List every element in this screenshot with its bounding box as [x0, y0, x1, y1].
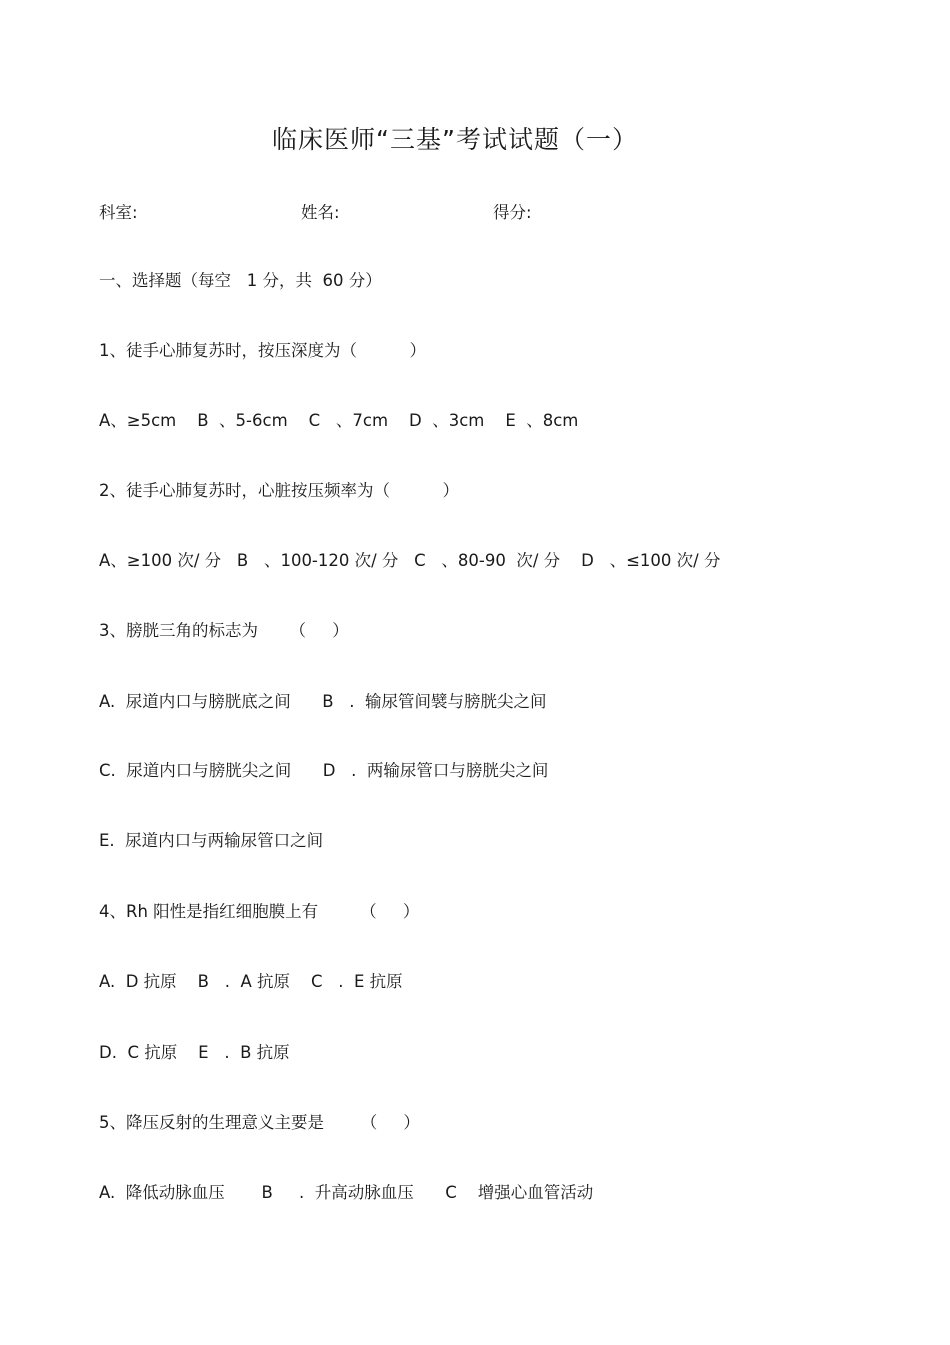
question-1-options: A、≥5cm B 、5-6cm C 、7cm D 、3cm E 、8cm	[99, 411, 579, 430]
question-5: 5、降压反射的生理意义主要是 （ ）	[99, 1113, 420, 1132]
question-5-options: A. 降低动脉血压 B . 升高动脉血压 C 增强心血管活动	[99, 1183, 594, 1202]
question-2: 2、徒手心肺复苏时，心脏按压频率为（ ）	[99, 481, 459, 500]
department-label: 科室:	[99, 203, 138, 222]
question-4: 4、Rh 阳性是指红细胞膜上有 （ ）	[99, 902, 420, 921]
name-label: 姓名:	[301, 203, 340, 222]
question-4-options-abc: A. D 抗原 B . A 抗原 C . E 抗原	[99, 972, 403, 991]
question-3-option-e: E. 尿道内口与两输尿管口之间	[99, 831, 324, 850]
question-3-options-cd: C. 尿道内口与膀胱尖之间 D . 两输尿管口与膀胱尖之间	[99, 761, 549, 780]
question-3-options-ab: A. 尿道内口与膀胱底之间 B . 输尿管间襞与膀胱尖之间	[99, 692, 547, 711]
section-heading: 一、选择题（每空 1 分，共 60 分）	[99, 271, 382, 290]
question-2-options: A、≥100 次/ 分 B 、100-120 次/ 分 C 、80-90 次/ 分 D 、≤100 次/ 分	[99, 551, 721, 570]
document-title: 临床医师“三基”考试试题（一）	[272, 125, 638, 154]
question-4-options-de: D. C 抗原 E . B 抗原	[99, 1043, 290, 1062]
score-label: 得分:	[493, 203, 532, 222]
question-1: 1、徒手心肺复苏时，按压深度为（ ）	[99, 341, 426, 360]
header-fields	[99, 199, 859, 221]
question-3: 3、膀胱三角的标志为 （ ）	[99, 621, 349, 640]
